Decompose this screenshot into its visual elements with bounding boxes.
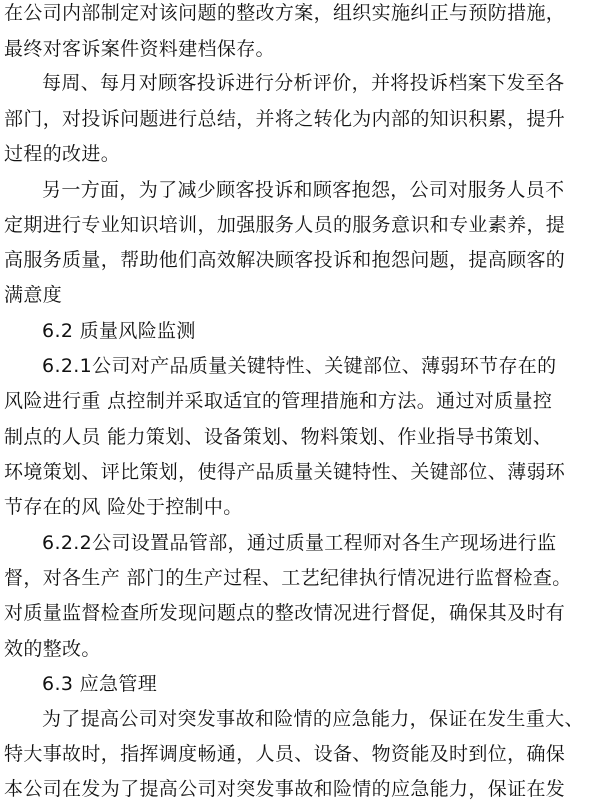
text-line: 6.2.2公司设置品管部，通过质量工程师对各生产现场进行监 (42, 532, 557, 554)
text-line: 过程的改进。 (4, 143, 121, 165)
text-line: 制点的人员 能力策划、设备策划、物料策划、作业指导书策划、 (4, 426, 553, 448)
text-line: 部门，对投诉问题进行总结，并将之转化为内部的知识积累，提升 (4, 108, 566, 130)
text-line: 在公司内部制定对该问题的整改方案，组织实施纠正与预防措施， (4, 2, 566, 24)
text-line: 环境策划、评比策划，使得产品质量关键特性、关键部位、薄弱环 (4, 461, 566, 483)
text-line: 满意度 (4, 284, 63, 306)
text-line: 节存在的风 险处于控制中。 (4, 496, 243, 518)
section-heading: 6.2 质量风险监测 (42, 320, 196, 342)
text-line: 特大事故时，指挥调度畅通，人员、设备、物资能及时到位，确保 (4, 743, 566, 765)
text-line: 定期进行专业知识培训，加强服务人员的服务意识和专业素养，提 (4, 214, 566, 236)
section-heading: 6.3 应急管理 (42, 673, 158, 695)
text-line: 效的整改。 (4, 638, 101, 660)
text-line: 对质量监督检查所发现问题点的整改情况进行督促，确保其及时有 (4, 602, 566, 624)
text-line: 为了提高公司对突发事故和险情的应急能力，保证在发生重大、 (42, 708, 584, 730)
text-line: 6.2.1公司对产品质量关键特性、关键部位、薄弱环节存在的 (42, 355, 557, 377)
text-line: 另一方面，为了减少顾客投诉和顾客抱怨，公司对服务人员不 (42, 179, 565, 201)
text-line: 本公司在发为了提高公司对突发事故和险情的应急能力，保证在发 (4, 778, 566, 800)
text-line: 每周、每月对顾客投诉进行分析评价，并将投诉档案下发至各 (42, 72, 565, 94)
text-line: 最终对客诉案件资料建档保存。 (4, 38, 275, 60)
text-line: 高服务质量，帮助他们高效解决顾客投诉和抱怨问题，提高顾客的 (4, 249, 566, 271)
text-line: 督，对各生产 部门的生产过程、工艺纪律执行情况进行监督检查。 (4, 567, 572, 589)
text-line: 风险进行重 点控制并采取适宜的管理措施和方法。通过对质量控 (4, 390, 553, 412)
